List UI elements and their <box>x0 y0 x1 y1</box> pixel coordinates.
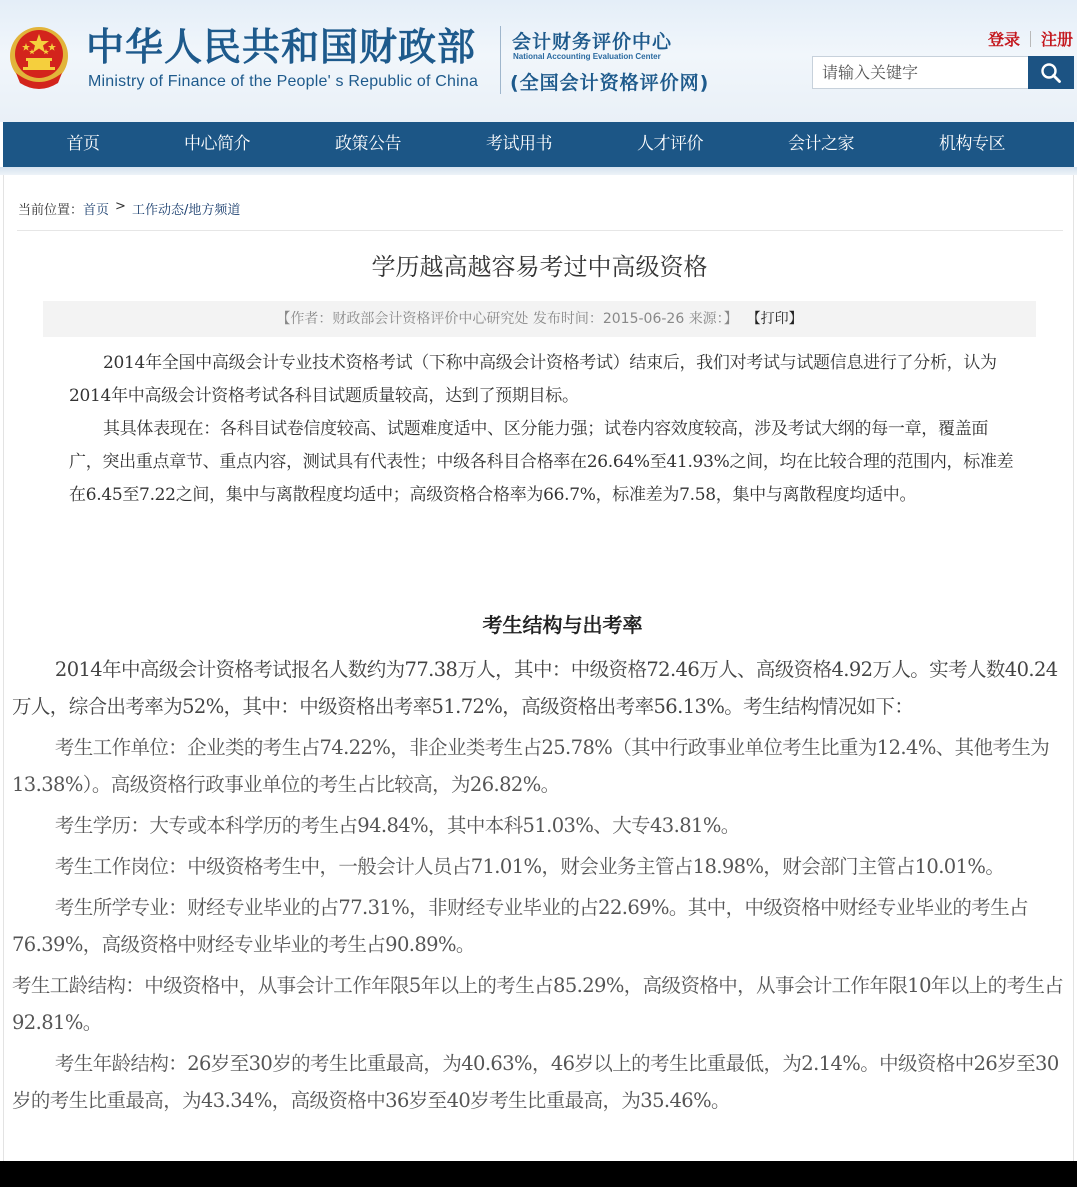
main-nav <box>3 122 1074 167</box>
intro-paragraph: 其具体表现在：各科目试卷信度较高、试题难度适中、区分能力强；试卷内容效度较高，涉及考试大纲的每一章，覆盖面广，突出重点章节、重点内容，测试具有代表性；中级各科目合格率在26.64%至41.93%之间，均在比较合理的范围内，标准差在6.45至7.22之间，集中与离散程度均适中；高级资格合格率为66.7%，标准差为7.58，集中与离散程度均适中。 <box>69 419 1014 505</box>
nav-item-policy[interactable]: 政策公告 <box>335 134 401 154</box>
print-link[interactable]: 【打印】 <box>746 311 803 327</box>
section-paragraph: 考生工龄结构：中级资格中，从事会计工作年限5年以上的考生占85.29%，高级资格中，从事会计工作年限10年以上的考生占92.81%。 <box>12 974 1064 1034</box>
breadcrumb-separator: > <box>115 199 126 214</box>
meta-close-bracket: 】 <box>723 311 738 327</box>
screen-cutoff-band <box>0 1161 1077 1187</box>
search-input[interactable] <box>813 57 1028 88</box>
center-network-name: (全国会计资格评价网) <box>510 72 710 94</box>
breadcrumb-divider <box>17 230 1063 231</box>
article-container <box>3 175 1074 1165</box>
search-box <box>812 56 1074 89</box>
breadcrumb <box>18 199 240 218</box>
search-icon <box>1040 62 1062 84</box>
article-intro <box>69 347 1014 512</box>
meta-open-bracket: 【作者： <box>276 311 333 327</box>
site-title: 中华人民共和国财政部 <box>86 25 477 69</box>
article-meta <box>43 301 1036 337</box>
login-link[interactable]: 登录 <box>987 30 1020 49</box>
center-name-en: National Accounting Evaluation Center <box>513 52 661 61</box>
auth-links <box>988 27 1073 50</box>
section-paragraph: 考生学历：大专或本科学历的考生占94.84%，其中本科51.03%、大专43.81%。 <box>54 814 740 837</box>
nav-item-exam-books[interactable]: 考试用书 <box>486 134 552 154</box>
breadcrumb-current-link[interactable]: 工作动态/地方频道 <box>131 203 241 218</box>
intro-paragraph: 2014年全国中高级会计专业技术资格考试（下称中高级会计资格考试）结束后，我们对考试与试题信息进行了分析，认为2014年中高级会计资格考试各科目试题质量较高，达到了预期目标。 <box>69 353 997 406</box>
meta-source-label: 来源： <box>688 311 724 327</box>
section-paragraph: 考生工作单位：企业类的考生占74.22%，非企业类考生占25.78%（其中行政事业单位考生比重为12.4%、其他考生为13.38%）。高级资格行政事业单位的考生占比较高，为26.82%。 <box>12 736 1050 796</box>
meta-published-label: 发布时间： <box>532 311 603 327</box>
section-title: 考生结构与出考率 <box>482 613 643 637</box>
nav-item-home[interactable]: 首页 <box>66 134 100 154</box>
section-paragraph: 考生所学专业：财经专业毕业的占77.31%，非财经专业毕业的占22.69%。其中，中级资格中财经专业毕业的考生占76.39%，高级资格中财经专业毕业的考生占90.89%。 <box>12 896 1028 956</box>
header-divider <box>500 26 501 94</box>
nav-item-institutions[interactable]: 机构专区 <box>939 134 1005 154</box>
nav-shadow-band <box>0 167 1077 175</box>
meta-author: 财政部会计资格评价中心研究处 <box>332 311 529 327</box>
nav-item-center-intro[interactable]: 中心简介 <box>184 134 250 154</box>
section-paragraph: 2014年中高级会计资格考试报名人数约为77.38万人，其中：中级资格72.46万人、高级资格4.92万人。实考人数40.24万人，综合出考率为52%，其中：中级资格出考率51.72%，高级资格出考率56.13%。考生结构情况如下： <box>12 658 1058 718</box>
site-header <box>0 0 1077 122</box>
section-paragraph: 考生工作岗位：中级资格考生中，一般会计人员占71.01%，财会业务主管占18.98%，财会部门主管占10.01%。 <box>54 855 1005 878</box>
register-link[interactable]: 注册 <box>1040 30 1073 49</box>
nav-item-accountants-home[interactable]: 会计之家 <box>788 134 854 154</box>
section-paragraph: 考生年龄结构：26岁至30岁的考生比重最高，为40.63%，46岁以上的考生比重最低，为2.14%。中级资格中26岁至30岁的考生比重最高，为43.34%，高级资格中36岁至40岁考生比重最高，为35.46%。 <box>12 1052 1059 1112</box>
article-section <box>12 651 1070 1123</box>
breadcrumb-prefix: 当前位置： <box>18 203 84 218</box>
nav-item-talent-evaluation[interactable]: 人才评价 <box>637 134 703 154</box>
meta-published-date: 2015-06-26 <box>602 311 685 327</box>
center-name: 会计财务评价中心 <box>512 31 673 53</box>
breadcrumb-home-link[interactable]: 首页 <box>83 203 110 218</box>
site-subtitle: Ministry of Finance of the People' s Republic of China <box>88 73 479 90</box>
auth-separator <box>1030 31 1031 47</box>
search-button[interactable] <box>1028 56 1074 89</box>
article-title: 学历越高越容易考过中高级资格 <box>371 253 708 281</box>
national-emblem-icon[interactable] <box>6 25 72 91</box>
